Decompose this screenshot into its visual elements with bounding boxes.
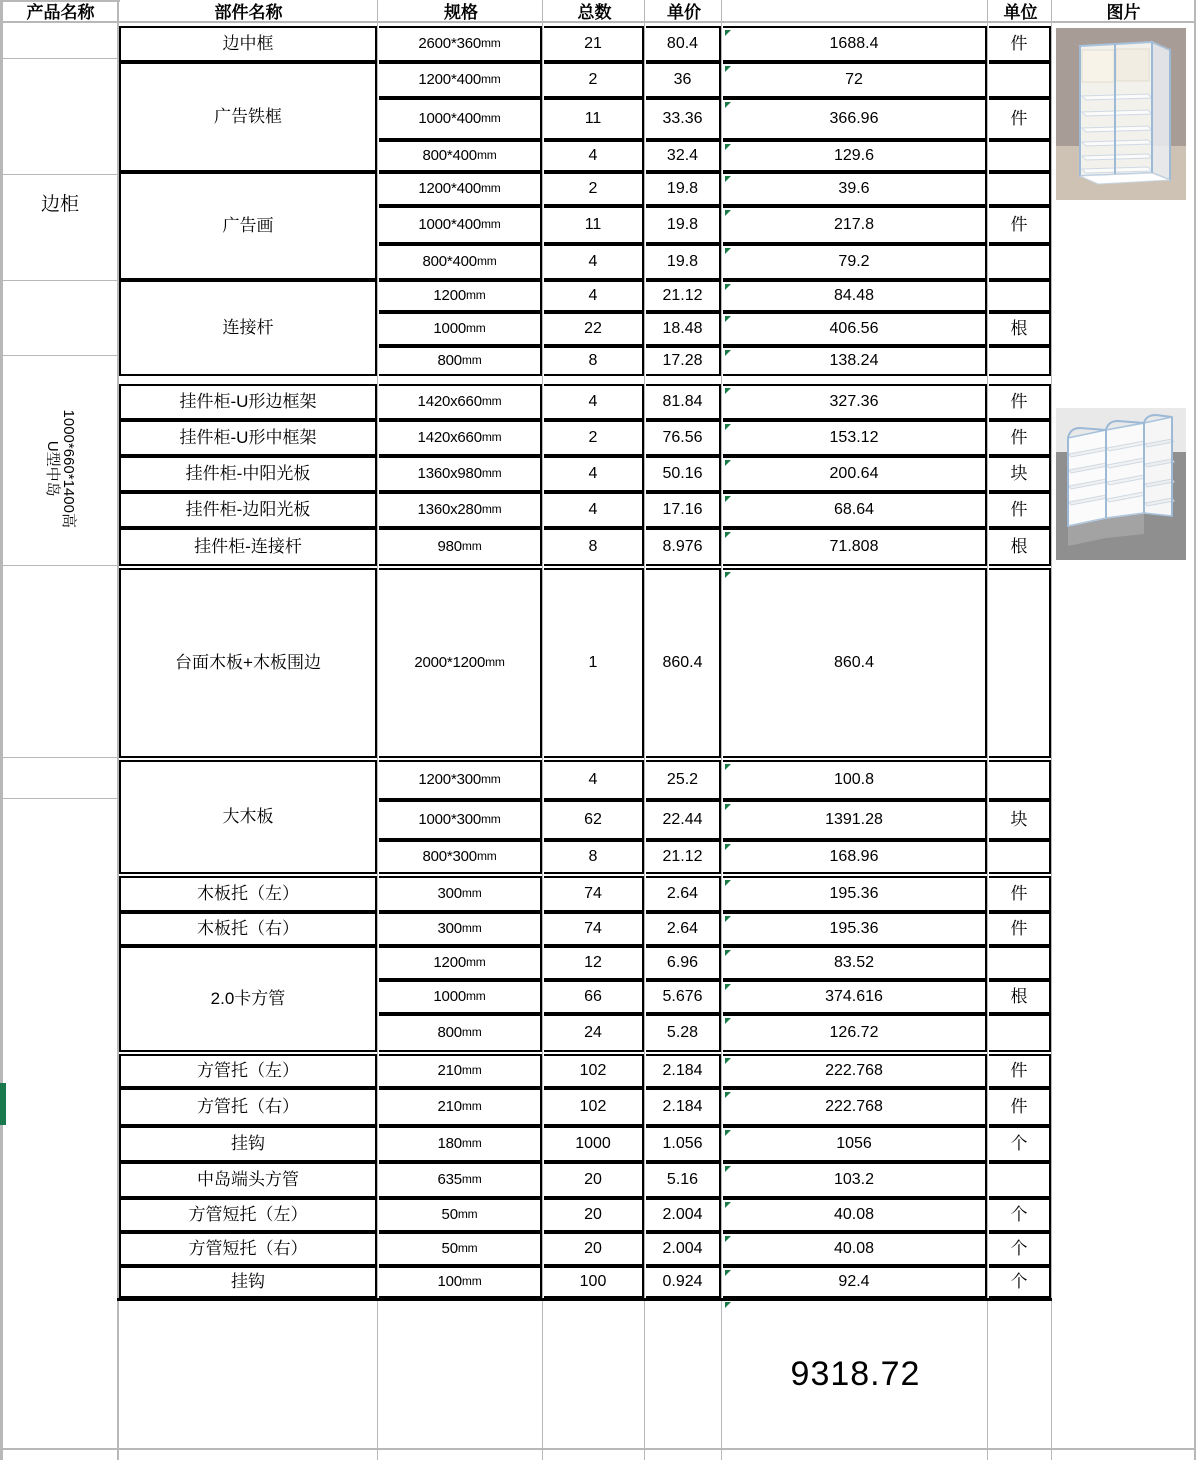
cell-unit: 件 [989,98,1051,140]
cell-amount [723,1126,987,1162]
cell-unit-price: 17.28 [646,346,721,376]
grid-col-line-4 [644,0,645,1460]
cell-unit-price: 80.4 [646,26,721,62]
cell-amount-text: 200.64 [829,465,879,482]
cell-unit [989,1162,1051,1198]
cell-unit: 件 [989,420,1051,456]
group-label-side-cabinet [3,60,117,350]
cell-spec: 210 mm [379,1088,542,1126]
cell-amount [723,280,987,312]
table-bottom-border [117,1298,1052,1301]
cell-quantity: 8 [544,346,644,376]
cell-amount-text: 222.768 [825,1062,883,1079]
cell-unit: 件 [989,26,1051,62]
cell-unit-price: 0.924 [646,1266,721,1298]
cell-amount-text: 72 [845,71,863,88]
cell-quantity: 11 [544,206,644,244]
cell-quantity: 11 [544,98,644,140]
cell-amount [723,800,987,840]
cell-amount-text: 79.2 [838,253,870,270]
cell-part-name: 木板托（左） [119,876,377,912]
cell-unit [989,568,1051,758]
cell-unit: 个 [989,1198,1051,1232]
cell-amount [723,312,987,346]
cell-amount-text: 1391.28 [825,811,883,828]
cell-quantity: 4 [544,456,644,492]
cell-part-name: 木板托（右） [119,912,377,946]
cell-spec: 800 mm [379,346,542,376]
cell-unit: 个 [989,1126,1051,1162]
header-product-name: 产品名称 [26,2,95,22]
cell-spec: 980 mm [379,528,542,566]
cell-unit-price: 2.004 [646,1198,721,1232]
cell-unit [989,760,1051,800]
cell-amount [723,946,987,980]
cell-amount [723,1014,987,1052]
cell-part-name: 台面木板+木板围边 [119,568,377,758]
cell-unit-price: 50.16 [646,456,721,492]
cell-quantity: 4 [544,384,644,420]
header-amount [723,2,988,23]
cell-quantity: 20 [544,1198,644,1232]
cell-spec: 635 mm [379,1162,542,1198]
header-part-name: 部件名称 [214,2,283,22]
cell-spec: 2000*1200 mm [379,568,542,758]
cell-unit: 件 [989,384,1051,420]
cell-amount [723,1198,987,1232]
cell-unit [989,1014,1051,1052]
cell-part-name: 方管短托（右） [119,1232,377,1266]
cell-quantity: 4 [544,140,644,172]
cell-quantity: 12 [544,946,644,980]
cell-unit: 件 [989,206,1051,244]
cell-quantity: 74 [544,876,644,912]
cell-part-name: 中岛端头方管 [119,1162,377,1198]
header-image: 图片 [1106,2,1141,22]
cell-spec: 50 mm [379,1198,542,1232]
grid-col-line-2 [377,0,378,1460]
cell-spec: 1000 mm [379,980,542,1014]
u-island-render [1056,408,1186,560]
cell-unit-price: 19.8 [646,172,721,206]
cell-unit-price: 2.184 [646,1088,721,1126]
cell-unit-price: 2.184 [646,1054,721,1088]
cell-amount-text: 83.52 [833,954,875,971]
cell-quantity: 2 [544,420,644,456]
cell-spec: 1420x660 mm [379,420,542,456]
cell-unit-price: 5.28 [646,1014,721,1052]
cell-part-name-merged: 2.0卡方管 [119,946,377,1052]
cell-quantity: 1000 [544,1126,644,1162]
cell-quantity: 4 [544,760,644,800]
cell-spec: 800*400 mm [379,140,542,172]
cell-part-name-merged: 连接杆 [119,280,377,376]
cell-amount-text: 366.96 [829,110,879,127]
cell-amount [723,384,987,420]
cell-quantity: 4 [544,244,644,280]
cell-quantity: 20 [544,1232,644,1266]
cell-amount-text: 217.8 [833,216,875,233]
cell-amount-text: 327.36 [829,393,879,410]
cell-unit-price: 32.4 [646,140,721,172]
row-selection-marker [0,1083,6,1125]
cell-amount-text: 374.616 [825,988,883,1005]
cell-unit-price: 8.976 [646,528,721,566]
cell-unit-price: 33.36 [646,98,721,140]
cell-unit-price: 21.12 [646,280,721,312]
cell-spec: 1200 mm [379,280,542,312]
cell-quantity: 102 [544,1088,644,1126]
cell-spec: 180 mm [379,1126,542,1162]
cell-amount-text: 138.24 [829,352,879,369]
cell-amount [723,172,987,206]
cell-unit: 根 [989,312,1051,346]
cell-quantity: 74 [544,912,644,946]
cell-amount [723,346,987,376]
cell-spec: 1200*400 mm [379,172,542,206]
cell-amount [723,568,987,758]
cell-amount [723,98,987,140]
cell-spec: 2600*360 mm [379,26,542,62]
cell-unit-price: 2.64 [646,876,721,912]
cell-unit-price: 19.8 [646,244,721,280]
grid-row-line [0,355,120,356]
cell-spec: 300 mm [379,876,542,912]
cell-unit [989,62,1051,98]
cell-amount [723,492,987,528]
cell-amount [723,1162,987,1198]
cell-spec: 1360x980 mm [379,456,542,492]
cell-amount-text: 406.56 [829,320,879,337]
cell-unit: 块 [989,800,1051,840]
cell-amount-text: 100.8 [833,771,875,788]
group-label-u-island-line-1: U型中岛 [44,441,62,497]
cell-amount [723,1088,987,1126]
cell-amount-text: 1056 [836,1135,872,1152]
cell-unit [989,840,1051,874]
cell-part-name: 边中框 [119,26,377,62]
cell-amount-text: 84.48 [833,287,875,304]
cell-quantity: 2 [544,62,644,98]
cell-quantity: 102 [544,1054,644,1088]
cell-part-name-merged: 广告铁框 [119,62,377,172]
cell-amount-text: 195.36 [829,885,879,902]
cell-unit-price: 22.44 [646,800,721,840]
cell-unit-price: 2.64 [646,912,721,946]
cell-unit-price: 36 [646,62,721,98]
cell-unit-price: 19.8 [646,206,721,244]
cell-quantity: 2 [544,172,644,206]
cell-amount-text: 195.36 [829,920,879,937]
cell-amount [723,456,987,492]
cell-spec: 1000*400 mm [379,98,542,140]
cell-amount-text: 71.808 [829,538,879,555]
grid-col-line-6 [987,0,988,1460]
cell-spec: 1200 mm [379,946,542,980]
cell-amount-text: 103.2 [833,1171,875,1188]
cell-unit-price: 2.004 [646,1232,721,1266]
cell-unit-price: 860.4 [646,568,721,758]
cell-amount-text: 126.72 [829,1024,879,1041]
cell-unit: 根 [989,528,1051,566]
cell-part-name: 挂件柜-中阳光板 [119,456,377,492]
cell-amount [723,876,987,912]
header-quantity: 总数 [577,2,612,22]
cell-unit-price: 76.56 [646,420,721,456]
cell-quantity: 21 [544,26,644,62]
cell-quantity: 4 [544,280,644,312]
grid-row-line [0,757,120,758]
cell-unit-price: 5.676 [646,980,721,1014]
cell-amount [723,528,987,566]
cell-spec: 1200*400 mm [379,62,542,98]
grid-row-line [0,565,120,566]
cell-amount-text: 222.768 [825,1098,883,1115]
cell-quantity: 8 [544,528,644,566]
cell-unit [989,244,1051,280]
cell-spec: 1000 mm [379,312,542,346]
cell-amount [723,980,987,1014]
grid-col-line-7 [1051,0,1052,1460]
cell-quantity: 4 [544,492,644,528]
cell-amount-text: 40.08 [833,1206,875,1223]
cell-part-name: 挂件柜-U形边框架 [119,384,377,420]
cell-spec: 800 mm [379,1014,542,1052]
cell-part-name: 挂件柜-连接杆 [119,528,377,566]
cell-unit [989,946,1051,980]
cell-unit: 件 [989,1088,1051,1126]
cell-amount-text: 1688.4 [829,35,879,52]
cell-unit: 个 [989,1266,1051,1298]
cell-unit-price: 6.96 [646,946,721,980]
cell-amount [723,420,987,456]
header-unit: 单位 [1003,2,1038,22]
cell-quantity: 1 [544,568,644,758]
cell-unit: 个 [989,1232,1051,1266]
cell-unit: 件 [989,912,1051,946]
cell-quantity: 20 [544,1162,644,1198]
grid-row-line-bottom [0,1448,1196,1450]
cell-part-name-merged: 广告画 [119,172,377,280]
grid-col-line-3 [542,0,543,1460]
cell-spec: 1200*300 mm [379,760,542,800]
cell-amount-text: 860.4 [833,654,875,671]
cell-unit: 件 [989,492,1051,528]
group-label-u-island [3,378,117,560]
cell-part-name: 挂件柜-U形中框架 [119,420,377,456]
cell-unit-price: 25.2 [646,760,721,800]
grand-total-value: 9318.72 [790,1354,921,1393]
cell-amount [723,912,987,946]
header-spec: 规格 [444,2,478,22]
cell-unit [989,140,1051,172]
product-image-side-cabinet [1056,28,1186,200]
cell-part-name: 方管托（右） [119,1088,377,1126]
cell-unit-price: 21.12 [646,840,721,874]
cell-amount-text: 92.4 [838,1273,870,1290]
cell-amount-text: 168.96 [829,848,879,865]
grid-col-line-5 [721,0,722,1460]
cell-spec: 1000*400 mm [379,206,542,244]
cell-spec: 300 mm [379,912,542,946]
cell-spec: 50 mm [379,1232,542,1266]
header-unit-price: 单价 [667,2,701,22]
cell-unit-price: 18.48 [646,312,721,346]
cell-unit: 件 [989,1054,1051,1088]
cell-spec: 100 mm [379,1266,542,1298]
cell-amount-text: 68.64 [833,501,875,518]
cell-quantity: 66 [544,980,644,1014]
cell-amount [723,62,987,98]
cell-unit [989,280,1051,312]
cell-unit-price: 17.16 [646,492,721,528]
cell-quantity: 22 [544,312,644,346]
cell-amount [723,1054,987,1088]
cell-quantity: 8 [544,840,644,874]
cell-quantity: 62 [544,800,644,840]
cell-unit-price: 5.16 [646,1162,721,1198]
cell-amount [723,1266,987,1298]
cell-quantity: 100 [544,1266,644,1298]
cell-amount-text: 39.6 [838,180,870,197]
cell-part-name: 挂件柜-边阳光板 [119,492,377,528]
cell-amount-text: 129.6 [833,147,875,164]
cell-unit: 块 [989,456,1051,492]
cell-amount-text: 40.08 [833,1240,875,1257]
grid-row-line [0,58,120,59]
cell-part-name: 挂钩 [119,1266,377,1298]
cell-spec: 1360x280 mm [379,492,542,528]
cell-spec: 1000*300 mm [379,800,542,840]
cell-unit-price: 1.056 [646,1126,721,1162]
cell-unit [989,346,1051,376]
cell-unit [989,172,1051,206]
cell-unit: 根 [989,980,1051,1014]
cell-quantity: 24 [544,1014,644,1052]
group-label-line-1: 边柜 [40,194,79,216]
cell-spec: 210 mm [379,1054,542,1088]
grid-row-line [0,798,120,799]
cell-amount-text: 153.12 [829,429,879,446]
cell-amount [723,1232,987,1266]
cell-spec: 1420x660 mm [379,384,542,420]
cell-amount [723,26,987,62]
cell-amount [723,140,987,172]
cell-amount [723,206,987,244]
cell-part-name: 方管托（左） [119,1054,377,1088]
cell-amount [723,840,987,874]
cell-spec: 800*400 mm [379,244,542,280]
group-label-u-island-line-2: 1000*660*1400高 [59,409,77,529]
cell-amount [723,760,987,800]
cell-spec: 800*300 mm [379,840,542,874]
side-cabinet-render [1056,28,1186,200]
cell-amount [723,244,987,280]
product-image-u-island [1056,408,1186,560]
cell-part-name: 挂钩 [119,1126,377,1162]
cell-unit-price: 81.84 [646,384,721,420]
cell-unit: 件 [989,876,1051,912]
cell-part-name-merged: 大木板 [119,760,377,874]
cell-part-name: 方管短托（左） [119,1198,377,1232]
